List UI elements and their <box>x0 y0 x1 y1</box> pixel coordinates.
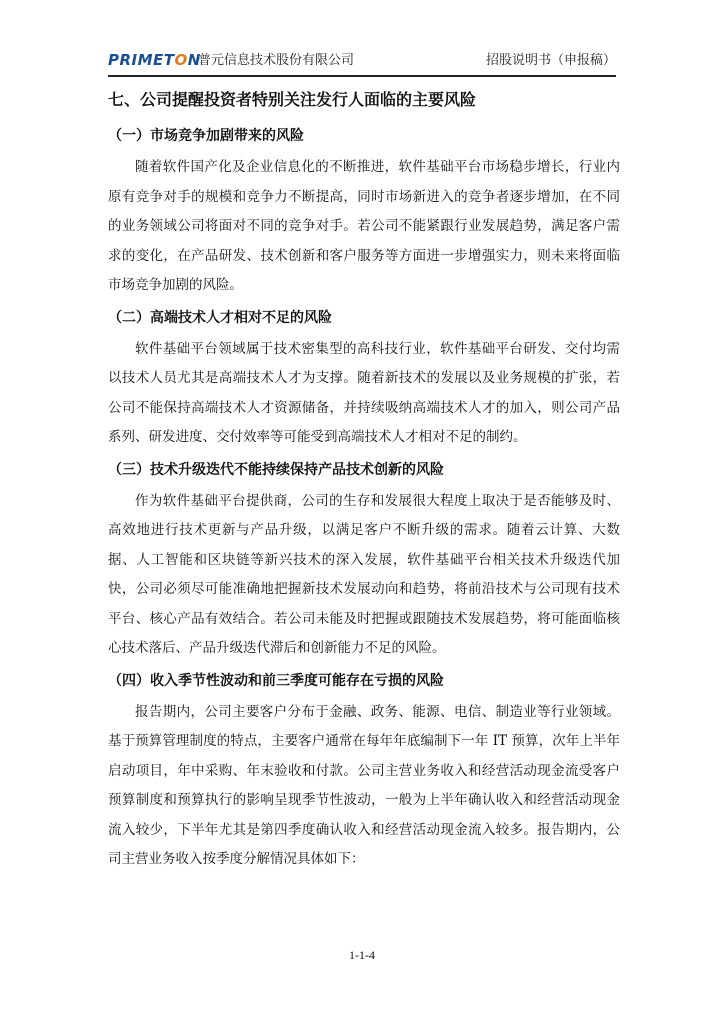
subsection-paragraph-2: 软件基础平台领域属于技术密集型的高科技行业，软件基础平台研发、交付均需以技术人员尤其是高端技术人才为支撑。随着新技术的发展以及业务规模的扩张，若公司不能保持高端技术人才资源储备，并持续吸纳高端技术人才的加入，则公司产品系列、研发进度、交付效率等可能受到高端技术人才相对不足的制约。 <box>108 340 620 445</box>
subsection-paragraph-4: 报告期内，公司主要客户分布于金融、政务、能源、电信、制造业等行业领域。基于预算管理制度的特点，主要客户通常在每年年底编制下一年 IT 预算，次年上半年启动项目，年中采购、年末验收和付款。公司主营业务收入和经营活动现金流受客户预算制度和预算执行的影响呈现季节性波动，一般为上半年确认收入和经营活动现金流入较少，下半年尤其是第四季度确认收入和经营活动现金流入较多。报告期内，公司主营业务收入按季度分解情况具体如下： <box>108 703 620 867</box>
subsection-paragraph-3: 作为软件基础平台提供商，公司的生存和发展很大程度上取决于是否能够及时、高效地进行技术更新与产品升级，以满足客户不断升级的需求。随着云计算、大数据、人工智能和区块链等新兴技术的深入发展，软件基础平台相关技术升级迭代加快，公司必须尽可能准确地把握新技术发展动向和趋势，将前沿技术与公司现有技术平台、核心产品有效结合。若公司未能及时把握或跟随技术发展趋势，将可能面临核心技术落后、产品升级迭代滞后和创新能力不足的风险。 <box>108 492 620 656</box>
subsection-heading-4: （四）收入季节性波动和前三季度可能存在亏损的风险 <box>108 672 444 689</box>
page-body <box>108 86 620 879</box>
page-number: 1-1-4 <box>349 948 375 962</box>
subsection-heading-1: （一）市场竞争加剧带来的风险 <box>108 128 304 144</box>
primeton-logo: PRIMETON <box>108 51 201 69</box>
header-divider <box>108 75 616 77</box>
subsection-heading-3: （三）技术升级迭代不能持续保持产品技术创新的风险 <box>108 461 444 478</box>
page-header <box>108 48 616 74</box>
section-title: 七、公司提醒投资者特别关注发行人面临的主要风险 <box>108 90 477 109</box>
subsection-heading-2: （二）高端技术人才相对不足的风险 <box>108 309 332 326</box>
company-name: 普元信息技术股份有限公司 <box>198 53 355 68</box>
subsection-paragraph-1: 随着软件国产化及企业信息化的不断推进，软件基础平台市场稳步增长，行业内原有竞争对手的规模和竞争力不断提高，同时市场新进入的竞争者逐步增加，在不同的业务领域公司将面对不同的竞争对手。若公司不能紧跟行业发展趋势，满足客户需求的变化，在产品研发、技术创新和客户服务等方面进一步增强实力，则未来将面临市场竞争加剧的风险。 <box>108 159 620 293</box>
document-type: 招股说明书（申报稿） <box>485 53 616 68</box>
